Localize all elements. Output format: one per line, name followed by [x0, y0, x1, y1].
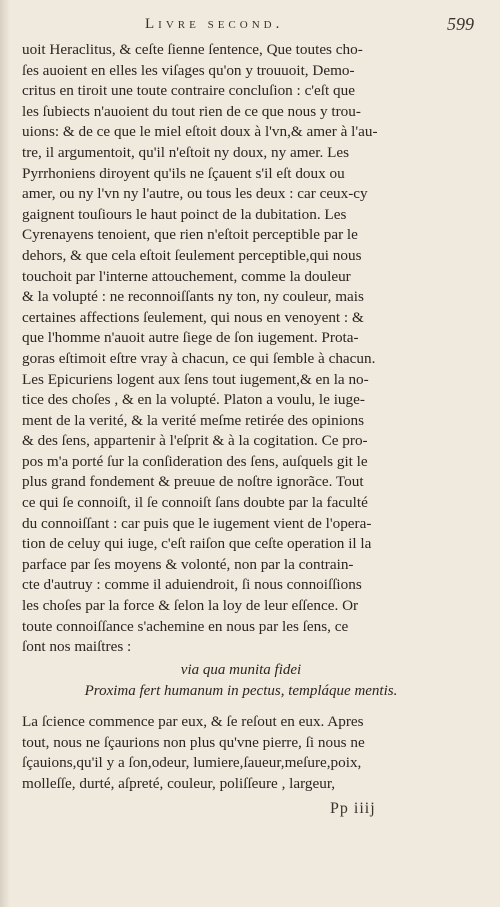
text-line: ſes auoient en elles les viſages qu'on y trouuoit, Demo- [22, 61, 355, 79]
gutter-shadow [0, 0, 10, 907]
text-line: gaignent touſiours le haut poinct de la dubitation. Les [22, 205, 347, 223]
text-line: Pyrrhoniens diroyent qu'ils ne ſçauent s'il eſt doux ou [22, 164, 345, 182]
text-line: plus grand fondement & preuue de noſtre ignorãce. Tout [22, 473, 364, 491]
text-line: cte d'autruy : comme il aduiendroit, ſi nous connoiſſions [22, 576, 362, 594]
text-line: toute connoiſſance s'achemine en nous par les ſens, ce [22, 617, 349, 635]
text-line: & la volupté : ne reconnoiſſants ny ton, ny couleur, mais [22, 288, 364, 306]
text-line: que l'homme n'auoit autre ſiege de ſon iugement. Prota- [22, 329, 359, 347]
text-line: les ſubiects n'auoient du tout rien de ce que nous y trou- [22, 102, 361, 120]
text-line: ſont nos maiſtres : [22, 638, 132, 656]
text-line: amer, ou ny l'vn ny l'autre, ou tous les deux : car ceux-cy [22, 185, 368, 203]
text-line: ce qui ſe connoiſt, il ſe connoiſt ſans doubte par la faculté [22, 494, 368, 512]
text-line: dehors, & que cela eſtoit ſeulement perceptible,qui nous [22, 246, 362, 264]
signature-mark: Pp iiij [330, 800, 376, 817]
text-line: tre, il argumentoit, qu'il n'eſtoit ny doux, ny amer. Les [22, 143, 350, 161]
text-line: critus en tiroit une toute contraire concluſion : c'eſt que [22, 82, 355, 100]
text-line: ſçauions,qu'il y a ſon,odeur, lumiere,ſaueur,meſure,poix, [22, 754, 362, 772]
text-line: certaines affections ſeulement, qui nous en venoyent : & [22, 308, 364, 326]
running-title: Livre second. [145, 16, 284, 32]
quote-line: Proxima fert humanum in pectus, templáque mentis. [84, 683, 398, 699]
text-line: uoit Heraclitus, & ceſte ſienne ſentence, Que toutes cho- [22, 41, 363, 58]
continuation-text-block [22, 712, 460, 794]
text-line: uions: & de ce que le miel eſtoit doux à l'vn,& amer à l'au- [22, 123, 378, 141]
text-line: ment de la verité, & la verité meſme retirée des opinions [22, 411, 365, 429]
page-number: 599 [447, 14, 474, 34]
text-line: tout, nous ne ſçaurions non plus qu'vne pierre, ſi nous ne [22, 733, 365, 751]
text-line: La ſcience commence par eux, & ſe reſout en eux. Apres [22, 713, 364, 730]
text-line: Cyrenayens tenoient, que rien n'eſtoit perceptible par le [22, 226, 358, 244]
text-line: tion de celuy qui iuge, c'eſt raiſon que ceſte operation il la [22, 535, 372, 553]
text-line: Les Epicuriens logent aux ſens tout iugement,& en la no- [22, 370, 369, 388]
text-line: tice des choſes , & en la volupté. Platon a voulu, le iuge- [22, 391, 365, 409]
text-line: goras eſtimoit eſtre vray à chacun, ce qui ſemble à chacun. [22, 349, 376, 367]
quote-line: via qua munita fidei [180, 662, 302, 678]
main-text-block [22, 40, 460, 658]
text-line: parface par ſes moyens & volonté, non par la contrain- [22, 555, 354, 573]
latin-quotation [22, 660, 460, 702]
text-line: les choſes par la force & ſelon la loy de leur eſſence. Or [22, 597, 359, 615]
text-line: touchoit par l'interne attouchement, comme la douleur [22, 267, 351, 285]
text-line: pos m'a porté ſur la conſideration des ſens, auſquels git le [22, 452, 368, 470]
text-line: du connoiſſant : car puis que le iugement vient de l'opera- [22, 514, 372, 532]
text-line: & des ſens, appartenir à l'eſprit & à la cogitation. Ce pro- [22, 432, 368, 450]
page-header [0, 12, 500, 38]
text-line: molleſſe, durté, aſpreté, couleur, poliſſeure , largeur, [22, 774, 336, 792]
